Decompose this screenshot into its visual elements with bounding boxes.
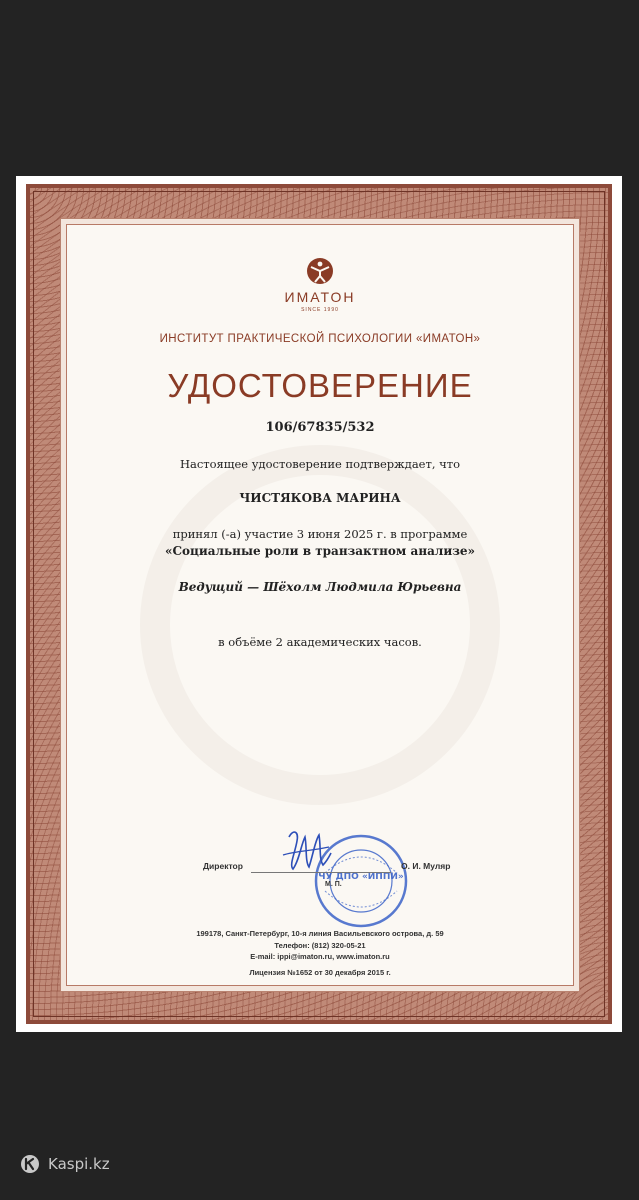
stamp-text: ЧУ ДПО «ИППИ» [318,872,404,882]
director-label: Директор [203,861,243,871]
certificate-number: 106/67835/532 [265,420,375,435]
decorative-frame [26,184,612,1024]
certificate-title: УДОСТОВЕРЕНИЕ [167,367,473,404]
seal-place: М. П. [325,881,342,888]
institute-name: ИНСТИТУТ ПРАКТИЧЕСКОЙ ПСИХОЛОГИИ «ИМАТОН» [159,333,481,345]
signature-row [67,857,573,888]
person-name: ЧИСТЯКОВА МАРИНА [239,491,401,505]
host-name: Ведущий — Шёхолм Людмила Юрьевна [178,580,462,594]
kaspi-watermark [20,1152,110,1176]
kaspi-logo-icon [20,1154,40,1174]
kaspi-label: Kaspi.kz [48,1155,110,1173]
certificate-body [66,224,574,986]
logo [67,257,573,313]
imaton-figure-logo-icon [306,257,334,285]
logo-since: SINCE 1990 [301,307,339,313]
director-name: О. И. Муляр [401,861,451,871]
footer-phone: Телефон: (812) 320-05-21 [274,941,366,950]
footer-contacts: E-mail: ippi@imaton.ru, www.imaton.ru [250,952,390,961]
hours-text: в объёме 2 академических часов. [218,635,422,649]
confirm-text: Настоящее удостоверение подтверждает, что [179,457,461,471]
signature-line [251,872,391,873]
participation-text: принял (-а) участие 3 июня 2025 г. в программе [172,527,468,541]
certificate-image [16,176,622,1032]
footer-license: Лицензия №1652 от 30 декабря 2015 г. [249,968,391,977]
footer-address: 199178, Санкт-Петербург, 10-я линия Васильевского острова, д. 59 [196,929,444,938]
program-name: «Социальные роли в транзактном анализе» [164,544,476,558]
logo-name: ИМАТОН [284,289,356,305]
